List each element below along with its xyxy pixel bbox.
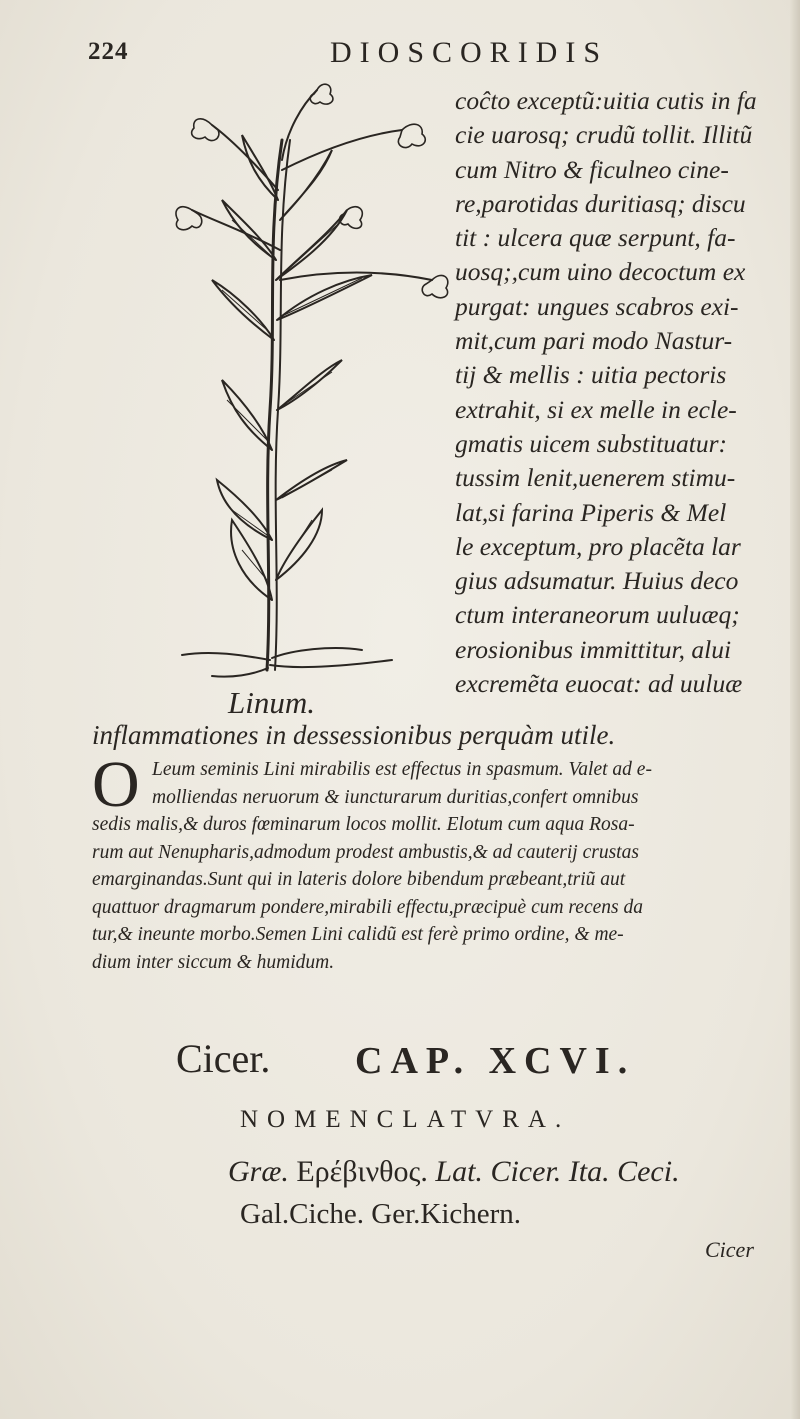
text-line: le exceptum, pro placẽta lar: [455, 531, 741, 561]
drop-cap: O: [92, 748, 140, 821]
page-number: 224: [88, 38, 129, 65]
greek-name: Ερέβινθος.: [296, 1155, 428, 1188]
illustration-caption: Linum.: [228, 685, 315, 720]
linum-plant-illustration: [172, 80, 452, 680]
text-line: inflammationes in dessessionibus perquàm utile.: [92, 720, 616, 750]
text-line: coĉto exceptũ:uitia cutis in fa: [455, 86, 757, 115]
page-edge: [790, 0, 800, 1419]
full-width-text: [92, 718, 792, 976]
text-line: purgat: ungues scabros exi-: [455, 291, 739, 321]
paragraph-line: dium inter siccum & humidum.: [92, 951, 335, 973]
chapter-plant-name: Cicer.: [176, 1036, 271, 1081]
text-line: gmatis uicem substituatur:: [455, 428, 727, 458]
text-line: re,parotidas duritiasq; discu: [455, 188, 746, 218]
paragraph-line: molliendas neruorum & iuncturarum duritias,confert omnibus: [152, 786, 639, 808]
text-line: excremẽta euocat: ad uuluæ: [455, 669, 743, 699]
paragraph-line: quattuor dragmarum pondere,mirabili effectu,præcipuè cum recens da: [92, 896, 643, 918]
text-line: cie uarosq; crudũ tollit. Illitũ: [455, 120, 753, 150]
latin-label: Lat.: [435, 1155, 483, 1188]
names-line-1: [228, 1155, 680, 1189]
gallic-name: Gal.Ciche.: [240, 1198, 365, 1230]
german-name: Ger.Kichern.: [371, 1198, 522, 1230]
text-line: cum Nitro & ficulneo cine-: [455, 154, 729, 184]
text-line: gius adsumatur. Huius deco: [455, 566, 739, 596]
italian-name: Ceci.: [617, 1155, 680, 1188]
text-line: extrahit, si ex melle in ecle-: [455, 394, 737, 424]
catchword: Cicer: [705, 1237, 754, 1262]
oleum-paragraph: [92, 748, 792, 976]
running-head: DIOSCORIDIS: [330, 36, 609, 69]
paragraph-line: emarginandas.Sunt qui in lateris dolore bibendum præbeant,triũ aut: [92, 869, 626, 890]
side-column-text: [455, 84, 795, 701]
text-line: uosq;,cum uino decoctum ex: [455, 257, 746, 287]
page-header: [0, 36, 800, 76]
latin-name: Cicer.: [490, 1155, 562, 1188]
paragraph-line: rum aut Nenupharis,admodum prodest ambustis,& ad cauterij crustas: [92, 841, 639, 863]
text-line: ctum interaneorum uuluæq;: [455, 600, 740, 630]
chapter-heading: [0, 1035, 800, 1095]
names-line-2: [240, 1198, 521, 1231]
nomenclatura-heading: NOMENCLATVRA.: [240, 1106, 571, 1133]
italian-label: Ita.: [568, 1155, 610, 1188]
text-line: tij & mellis : uitia pectoris: [455, 360, 727, 390]
text-line: lat,si farina Piperis & Mel: [455, 497, 727, 527]
chapter-number: CAP. XCVI.: [355, 1040, 636, 1082]
greek-label: Græ.: [228, 1155, 289, 1188]
paragraph-line: sedis malis,& duros fœminarum locos mollit. Elotum cum aqua Rosa-: [92, 814, 635, 835]
text-line: tit : ulcera quæ serpunt, fa-: [455, 223, 736, 253]
paragraph-line: Leum seminis Lini mirabilis est effectus in spasmum. Valet ad e-: [152, 759, 652, 780]
text-line: erosionibus immittitur, alui: [455, 634, 732, 664]
paragraph-line: tur,& ineunte morbo.Semen Lini calidũ est ferè primo ordine, & me-: [92, 924, 624, 945]
text-line: tussim lenit,uenerem stimu-: [455, 463, 736, 493]
text-line: mit,cum pari modo Nastur-: [455, 326, 733, 356]
